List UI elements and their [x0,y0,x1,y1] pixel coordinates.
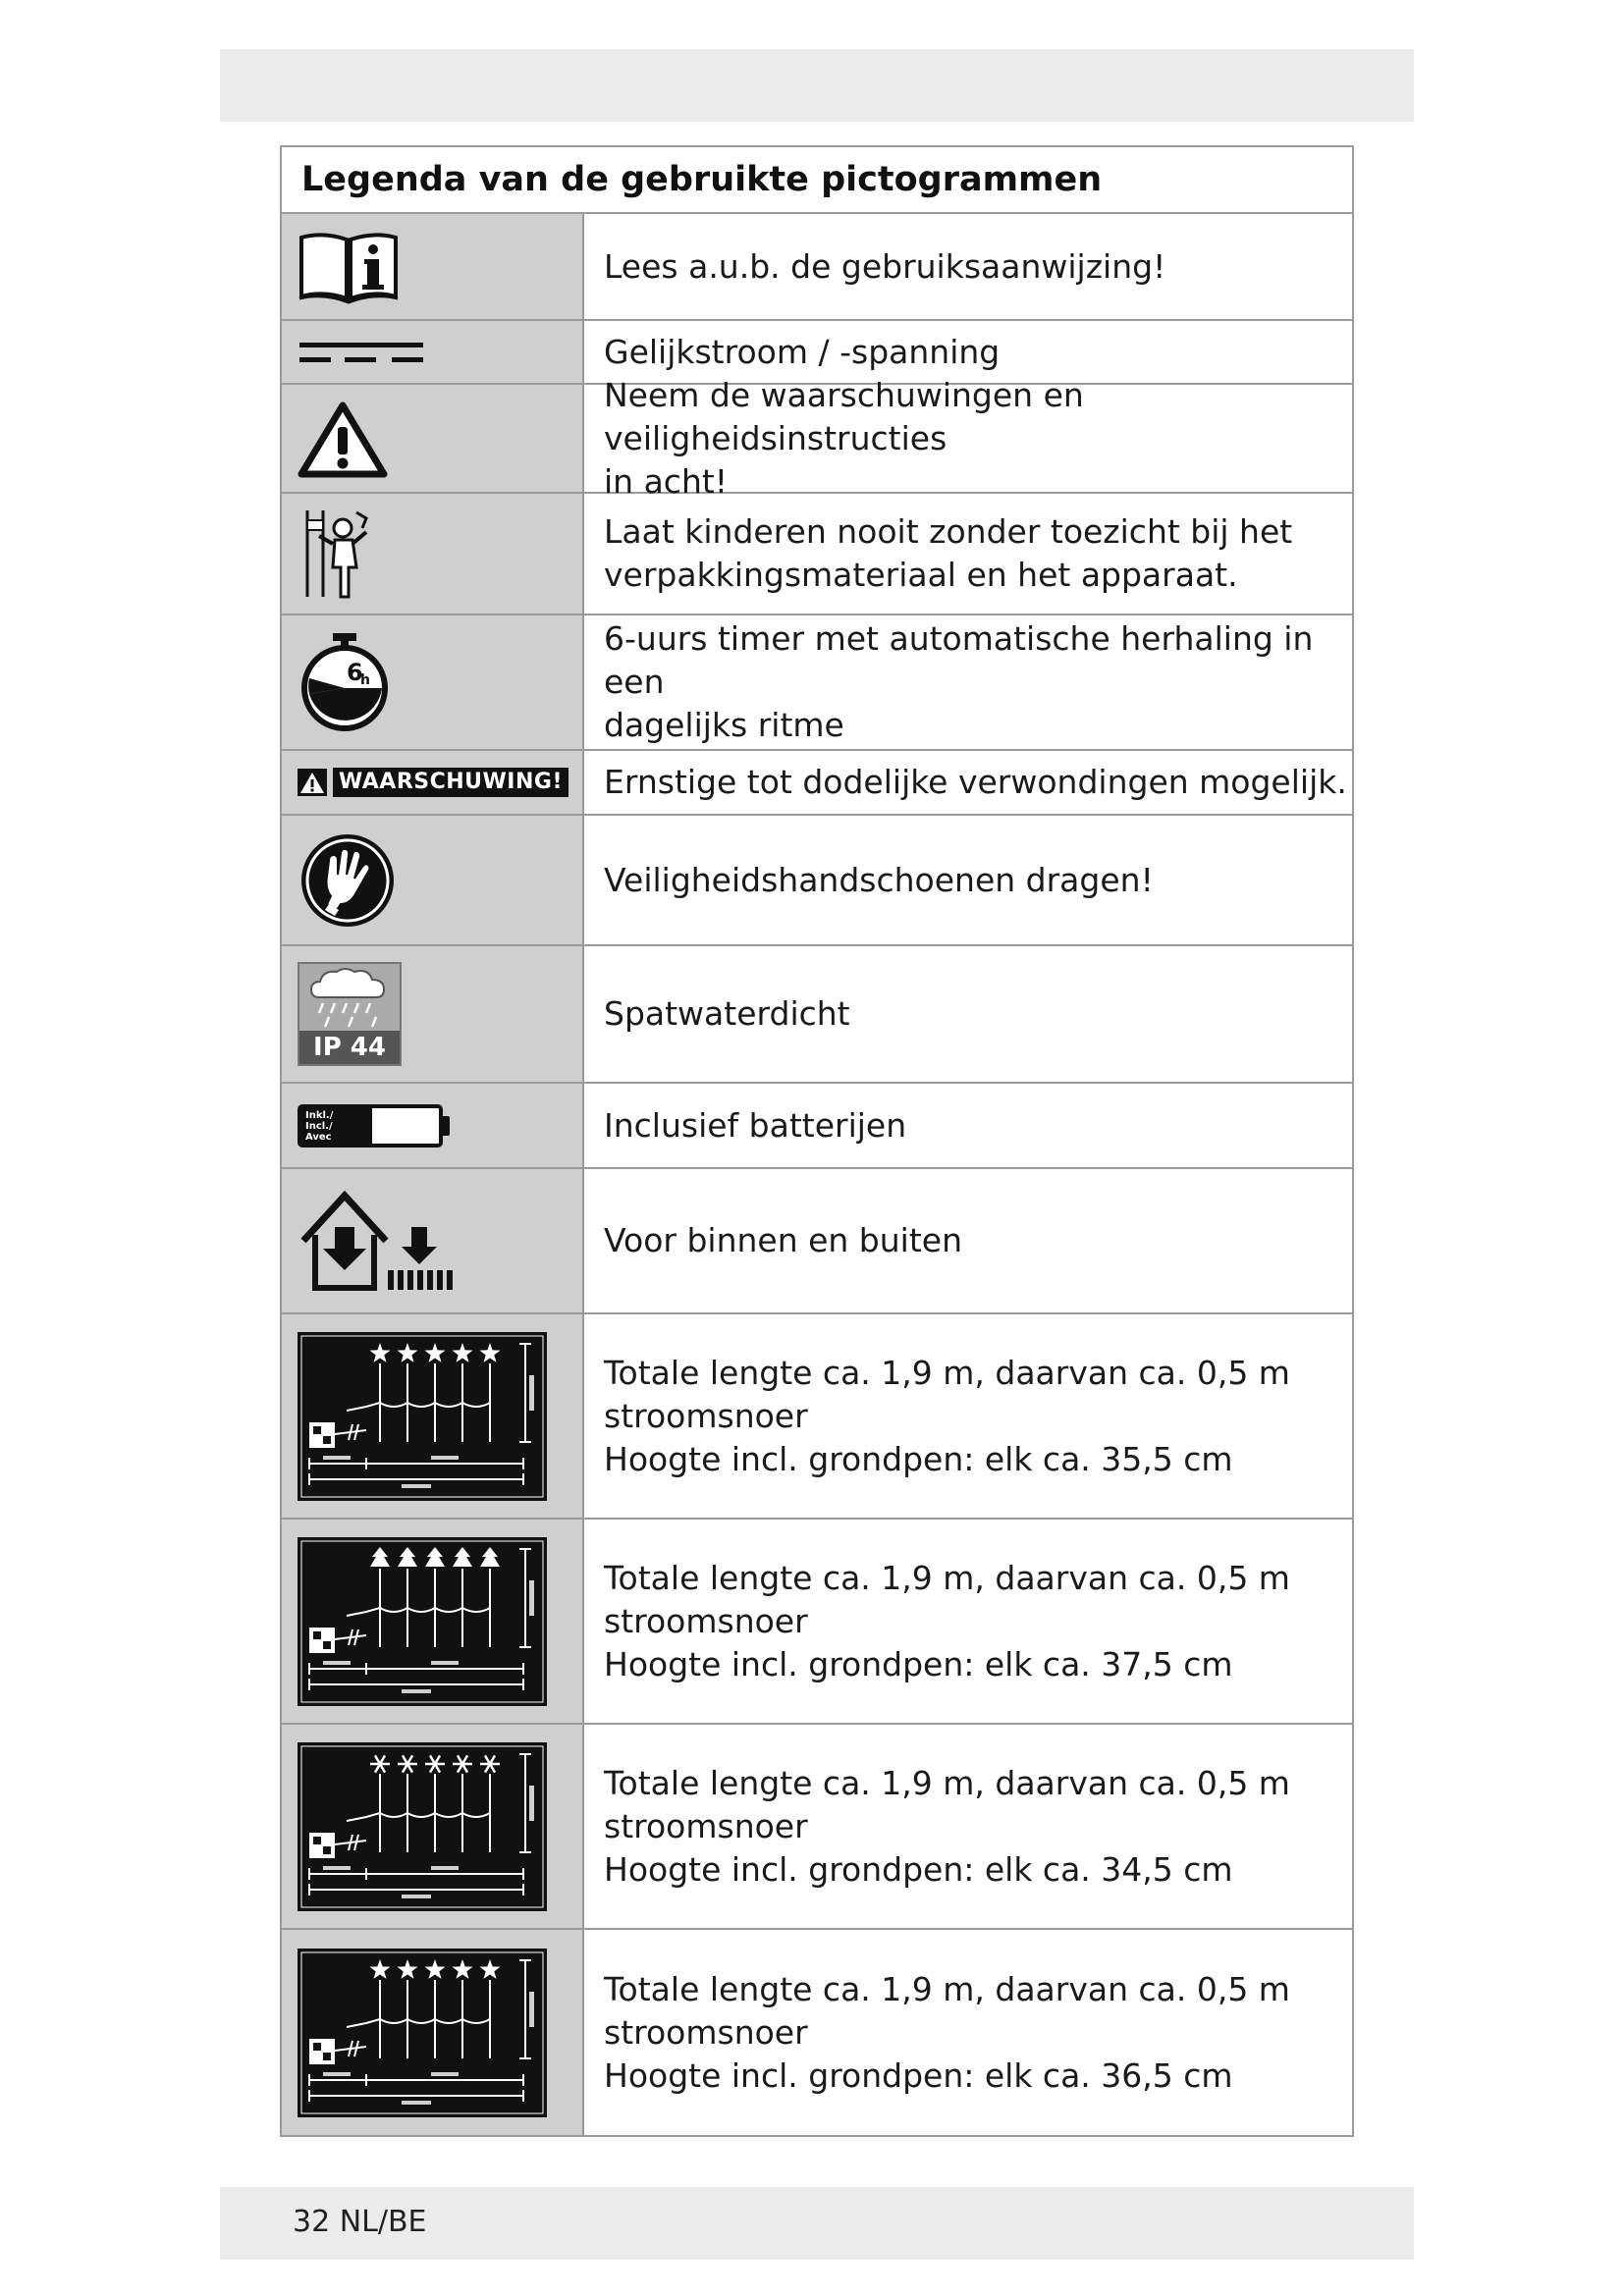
legend-text-line: dagelijks ritme [604,706,844,744]
legend-text-line: Hoogte incl. grondpen: elk ca. 37,5 cm [604,1644,1233,1683]
warning-label-icon [298,768,568,797]
pictogram-legend-table [280,145,1354,2137]
legend-text-line: Ernstige tot dodelijke verwondingen mogelijk. [604,763,1347,801]
svg-text:h: h [360,672,370,688]
legend-row [282,751,1352,816]
page-header-bar [220,49,1414,122]
legend-text-line: Totale lengte ca. 1,9 m, daarvan ca. 0,5 m [604,1763,1290,1802]
legend-text-line: Spatwaterdicht [604,994,850,1033]
star-lights-dimensions-icon [298,1332,547,1501]
legend-row [282,615,1352,751]
legend-title: Legenda van de gebruikte pictogrammen [282,147,1352,214]
rain-cloud-icon [299,964,400,1035]
legend-row [282,214,1352,321]
direct-current-icon [298,337,425,368]
warning-triangle-icon [298,400,388,478]
legend-row [282,1520,1352,1725]
ip44-splashproof-icon [298,962,402,1066]
battery-label-line: Inkl./ [305,1109,334,1121]
legend-row [282,1725,1352,1930]
legend-text-line: stroomsnoer [604,1396,808,1435]
legend-row [282,1169,1352,1314]
legend-row [282,946,1352,1084]
flower-lights-dimensions-icon [298,1949,547,2117]
legend-text-line: 6-uurs timer met automatische herhaling in een [604,619,1314,701]
child-supervision-icon [298,507,376,601]
ip-rating-label: IP 44 [299,1031,400,1064]
legend-text-line: Totale lengte ca. 1,9 m, daarvan ca. 0,5 m [604,1558,1290,1597]
legend-row [282,375,1352,501]
warning-triangle-small-icon [298,769,327,796]
legend-text-line: Totale lengte ca. 1,9 m, daarvan ca. 0,5 m [604,1353,1290,1392]
legend-row [282,494,1352,615]
tree-lights-dimensions-icon [298,1537,547,1706]
legend-text-line: Hoogte incl. grondpen: elk ca. 36,5 cm [604,2056,1233,2095]
legend-text-line: stroomsnoer [604,2012,808,2052]
indoor-outdoor-icon [298,1186,460,1296]
battery-label-line: Avec [305,1131,332,1143]
legend-text-line: Totale lengte ca. 1,9 m, daarvan ca. 0,5 m [604,1969,1290,2008]
legend-text-line: in acht! [604,461,729,501]
legend-text-line: Lees a.u.b. de gebruiksaanwijzing! [604,246,1166,286]
legend-text-line: Laat kinderen nooit zonder toezicht bij het [604,512,1293,551]
legend-text-line: Hoogte incl. grondpen: elk ca. 34,5 cm [604,1849,1233,1889]
legend-text-line: stroomsnoer [604,1601,808,1640]
legend-text-line: Hoogte incl. grondpen: elk ca. 35,5 cm [604,1439,1233,1478]
legend-row [282,1314,1352,1520]
manual-info-icon [298,230,400,304]
page-number: 32 NL/BE [293,2205,427,2239]
legend-text-line: Voor binnen en buiten [604,1221,962,1259]
legend-text-line: Inclusief batterijen [604,1105,907,1145]
legend-row [282,816,1352,946]
legend-text-line: Neem de waarschuwingen en veiligheidsinstructies [604,375,1084,457]
legend-text-line: Veiligheidshandschoenen dragen! [604,860,1154,899]
legend-text-line: stroomsnoer [604,1806,808,1845]
timer-6h-icon [298,631,392,733]
safety-gloves-icon [299,831,396,930]
legend-text-line: verpakkingsmateriaal en het apparaat. [604,556,1238,594]
svg-text:6: 6 [347,659,363,686]
legend-text-line: Gelijkstroom / -spanning [604,332,1001,371]
warning-badge: WAARSCHUWING! [333,768,568,797]
legend-row [282,1930,1352,2135]
snowflake-lights-dimensions-icon [298,1742,547,1911]
battery-label-line: Incl./ [305,1120,333,1132]
legend-row [282,1084,1352,1169]
batteries-included-icon [298,1104,450,1148]
